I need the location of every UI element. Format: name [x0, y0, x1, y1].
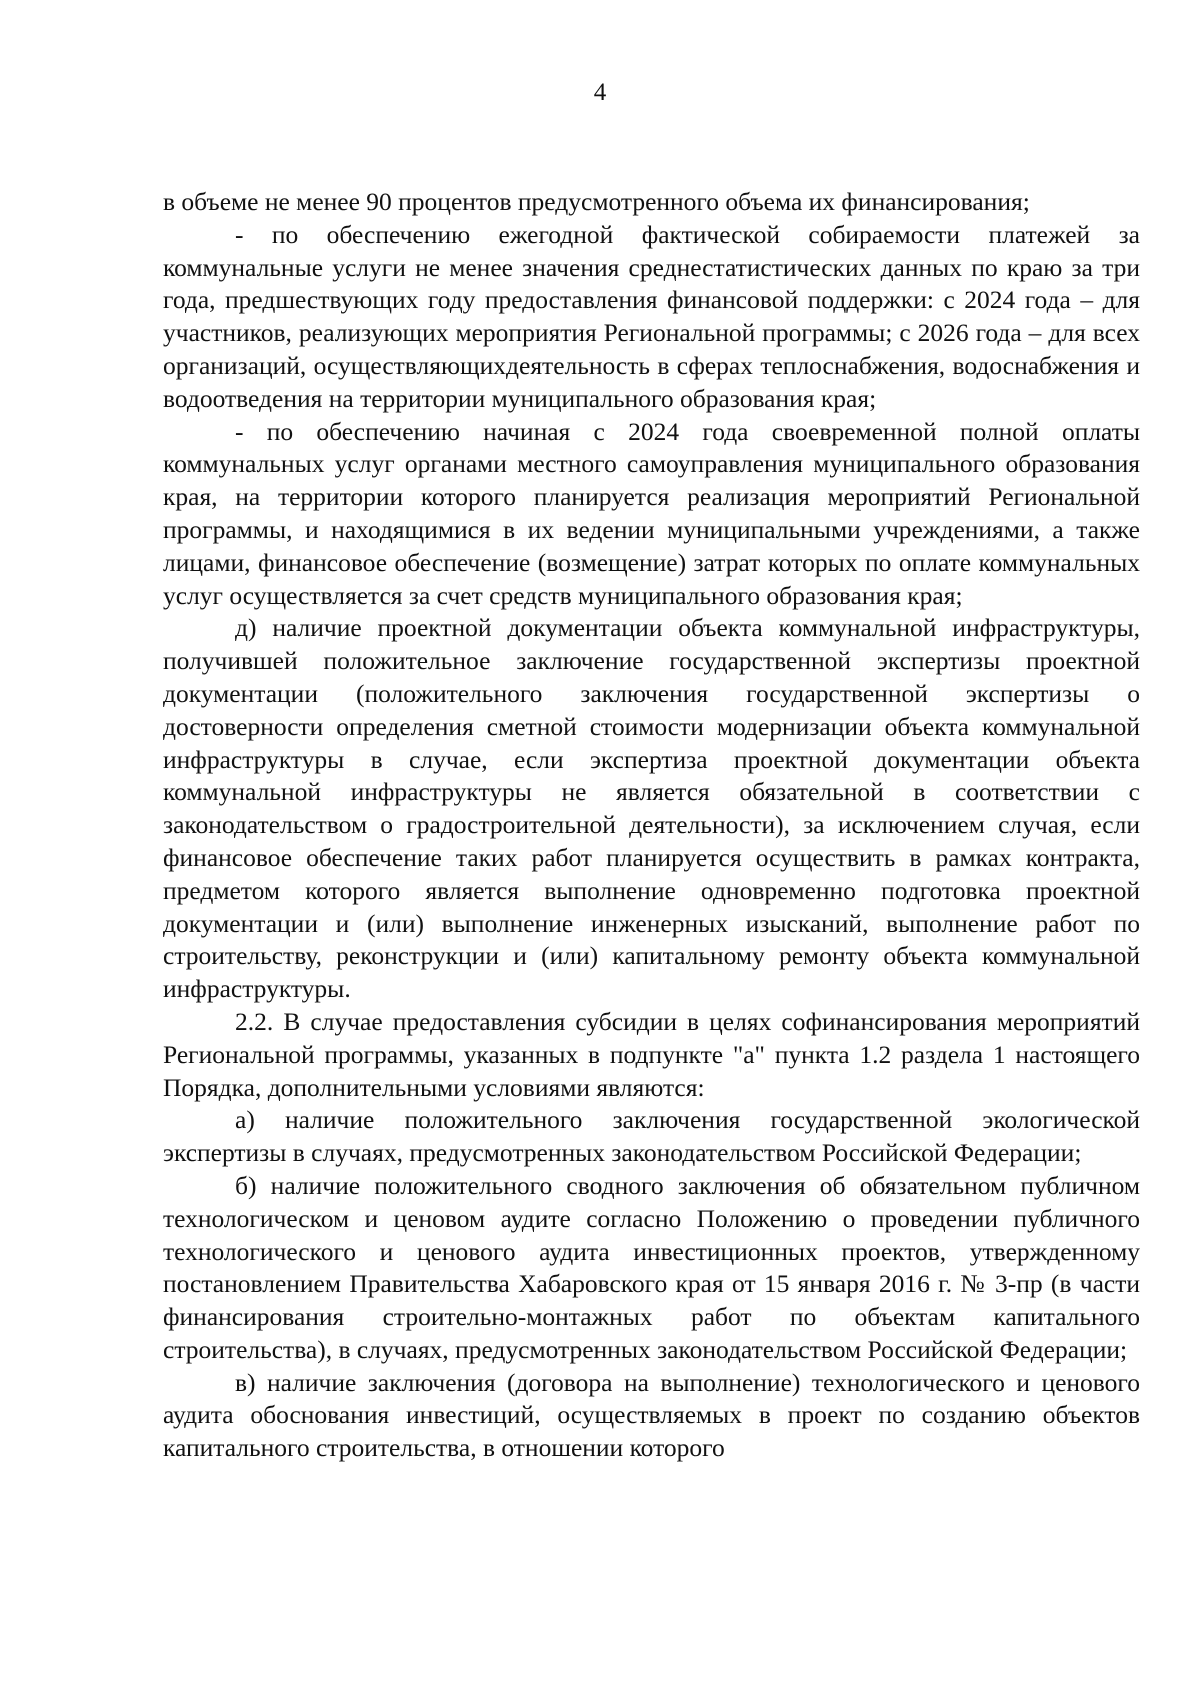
- paragraph: д) наличие проектной документации объекта коммунальной инфраструктуры, получившей положительное заключение государственной экспертизы проектной документации (положительного заключения государственной экспертизы о достоверности определения сметной стоимости модернизации объекта коммунальной инфраструктуры в случае, если экспертиза проектной документации объекта коммунальной инфраструктуры не является обязательной в соответствии с законодательством о градостроительной деятельности), за исключением случая, если финансовое обеспечение таких работ планируется осуществить в рамках контракта, предметом которого является выполнение одновременно подготовка проектной документации и (или) выполнение инженерных изысканий, выполнение работ по строительству, реконструкции и (или) капитальному ремонту объекта коммунальной инфраструктуры.: [163, 613, 1140, 1004]
- paragraph: в объеме не менее 90 процентов предусмотренного объема их финансирования;: [163, 187, 1030, 216]
- page-number: 4: [593, 79, 607, 106]
- paragraph: б) наличие положительного сводного заключения об обязательном публичном технологическом и ценовом аудите согласно Положению о проведении публичного технологического и ценового аудита инвестиционных проектов, утвержденному постановлением Правительства Хабаровского края от 15 января 2016 г. № 3-пр (в части финансирования строительно-монтажных работ по объектам капитального строительства), в случаях, предусмотренных законодательством Российской Федерации;: [163, 1170, 1140, 1364]
- paragraph: а) наличие положительного заключения государственной экологической экспертизы в случаях, предусмотренных законодательством Российской Федерации;: [163, 1105, 1140, 1168]
- paragraph: - по обеспечению ежегодной фактической собираемости платежей за коммунальные услуги не менее значения среднестатистических данных по краю за три года, предшествующих году предоставления финансовой поддержки: с 2024 года – для участников, реализующих мероприятия Региональной программы; с 2026 года – для всех организаций, осуществляющихдеятельность в сферах теплоснабжения, водоснабжения и водоотведения на территории муниципального образования края;: [163, 219, 1140, 413]
- document-body: [163, 186, 1140, 1465]
- paragraph: в) наличие заключения (договора на выполнение) технологического и ценового аудита обоснования инвестиций, осуществляемых в проект по созданию объектов капитального строительства, в отношении которого: [163, 1367, 1140, 1463]
- paragraph: - по обеспечению начиная с 2024 года своевременной полной оплаты коммунальных услуг органами местного самоуправления муниципального образования края, на территории которого планируется реализация мероприятий Региональной программы, и находящимися в их ведении муниципальными учреждениями, а также лицами, финансовое обеспечение (возмещение) затрат которых по оплате коммунальных услуг осуществляется за счет средств муниципального образования края;: [163, 416, 1140, 610]
- paragraph: 2.2. В случае предоставления субсидии в целях софинансирования мероприятий Региональной программы, указанных в подпункте "а" пункта 1.2 раздела 1 настоящего Порядка, дополнительными условиями являются:: [163, 1006, 1140, 1102]
